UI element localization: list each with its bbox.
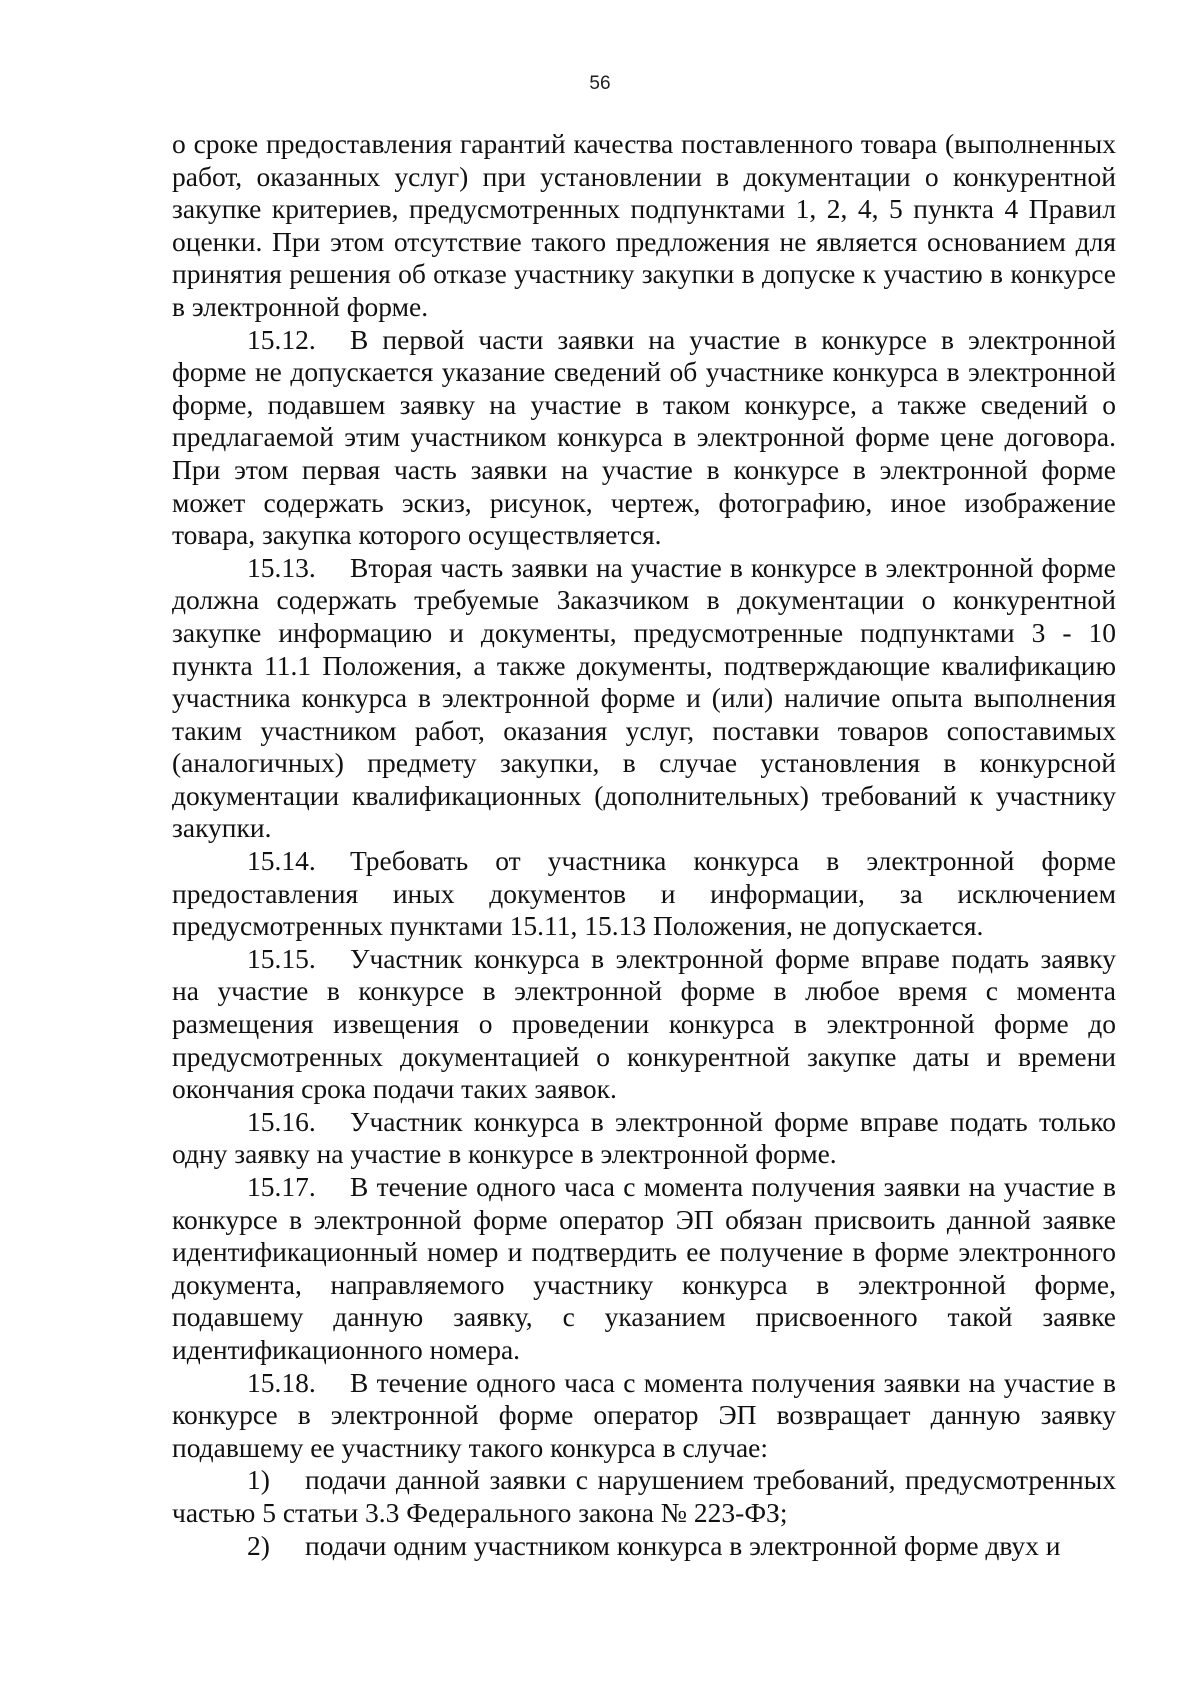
item-number: 15.14. bbox=[247, 845, 316, 877]
item-number: 15.18. bbox=[247, 1366, 316, 1398]
paragraph-text: подачи одним участником конкурса в электронной форме двух и bbox=[305, 1529, 1061, 1561]
paragraph-15-14 bbox=[172, 845, 1116, 943]
paragraph-15-17 bbox=[172, 1171, 1116, 1367]
paragraph-text: Вторая часть заявки на участие в конкурсе в электронной форме должна содержать требуемые Заказчиком в документации о конкурентной закупке информацию и документы, предусмотренные подпунктами 3 - 10 пункта 11.1 Положения, а также документы, подтверждающие квалификацию участника конкурса в электронной форме и (или) наличие опыта выполнения таким участником работ, оказания услуг, поставки товаров сопоставимых (аналогичных) предмету закупки, в случае установления в конкурсной документации квалификационных (дополнительных) требований к участнику закупки. bbox=[172, 551, 1116, 844]
subitem-number: 2) bbox=[247, 1529, 270, 1561]
item-number: 15.13. bbox=[247, 551, 316, 583]
paragraph-text: Требовать от участника конкурса в электронной форме предоставления иных документов и информации, за исключением предусмотренных пунктами 15.11, 15.13 Положения, не допускается. bbox=[172, 845, 1116, 942]
subitem-1 bbox=[172, 1464, 1116, 1529]
paragraph-text: подачи данной заявки с нарушением требований, предусмотренных частью 5 статьи 3.3 Федерального закона № 223-ФЗ; bbox=[172, 1464, 1116, 1528]
paragraph-text: Участник конкурса в электронной форме вправе подать заявку на участие в конкурсе в электронной форме в любое время с момента размещения извещения о проведении конкурса в электронной форме до предусмотренных документацией о конкурентной закупке даты и времени окончания срока подачи таких заявок. bbox=[172, 942, 1116, 1105]
subitem-number: 1) bbox=[247, 1464, 270, 1496]
paragraph-text: В течение одного часа с момента получения заявки на участие в конкурсе в электронной форме оператор ЭП обязан присвоить данной заявке идентификационный номер и подтвердить ее получение в форме электронного документа, направляемого участнику конкурса в электронной форме, подавшему данную заявку, с указанием присвоенного такой заявке идентификационного номера. bbox=[172, 1171, 1116, 1365]
subitem-2 bbox=[172, 1530, 1116, 1563]
paragraph-15-18 bbox=[172, 1367, 1116, 1465]
paragraph-text: В первой части заявки на участие в конкурсе в электронной форме не допускается указание сведений об участнике конкурса в электронной форме, подавшем заявку на участие в таком конкурсе, а также сведений о предлагаемой этим участником конкурса в электронной форме цене договора. При этом первая часть заявки на участие в конкурсе в электронной форме может содержать эскиз, рисунок, чертеж, фотографию, иное изображение товара, закупка которого осуществляется. bbox=[172, 323, 1116, 551]
paragraph-15-16 bbox=[172, 1106, 1116, 1171]
paragraph-text: Участник конкурса в электронной форме вправе подать только одну заявку на участие в конкурсе в электронной форме. bbox=[172, 1105, 1116, 1170]
paragraph-15-13 bbox=[172, 552, 1116, 845]
paragraph-continuation bbox=[172, 128, 1116, 324]
paragraph-text: о сроке предоставления гарантий качества поставленного товара (выполненных работ, оказанных услуг) при установлении в документации о конкурентной закупке критериев, предусмотренных подпунктами 1, 2, 4, 5 пункта 4 Правил оценки. При этом отсутствие такого предложения не является основанием для принятия решения об отказе участнику закупки в допуске к участию в конкурсе в электронной форме. bbox=[172, 128, 1116, 322]
document-body bbox=[172, 128, 1116, 1562]
item-number: 15.15. bbox=[247, 942, 316, 974]
paragraph-text: В течение одного часа с момента получения заявки на участие в конкурсе в электронной форме оператор ЭП возвращает данную заявку подавшему ее участнику такого конкурса в случае: bbox=[172, 1366, 1116, 1463]
paragraph-15-12 bbox=[172, 324, 1116, 552]
item-number: 15.16. bbox=[247, 1105, 316, 1137]
item-number: 15.12. bbox=[247, 323, 316, 355]
paragraph-15-15 bbox=[172, 943, 1116, 1106]
page-number: 56 bbox=[589, 73, 611, 94]
item-number: 15.17. bbox=[247, 1171, 316, 1202]
